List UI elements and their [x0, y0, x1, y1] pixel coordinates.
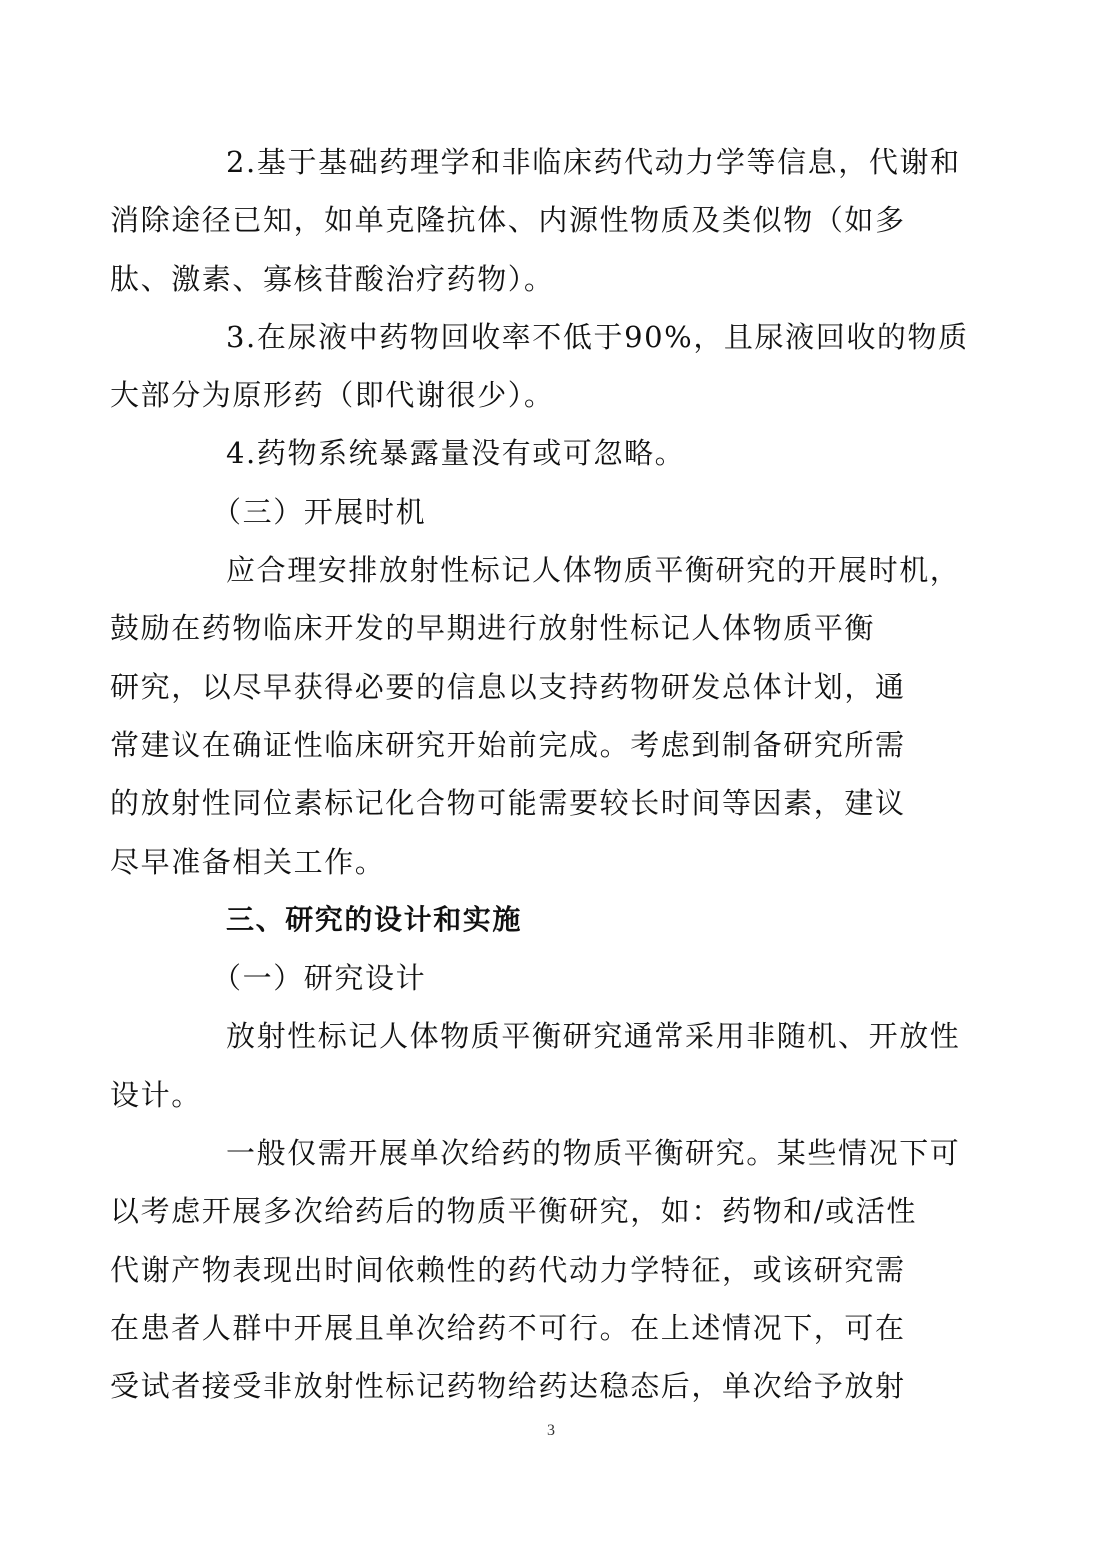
text-line: 受试者接受非放射性标记药物给药达稳态后，单次给予放射 — [110, 1369, 906, 1404]
page-body — [110, 133, 969, 1416]
section-subheading-timing — [168, 483, 936, 541]
text-line: （一）研究设计 — [212, 961, 427, 996]
paragraph-dosing — [110, 1124, 961, 1415]
text-line: 一般仅需开展单次给药的物质平衡研究。某些情况下可 — [226, 1136, 961, 1171]
page-number: 3 — [547, 1422, 555, 1439]
text-line: 4.药物系统暴露量没有或可忽略。 — [226, 436, 686, 471]
text-line: 代谢产物表现出时间依赖性的药代动力学特征，或该研究需 — [110, 1252, 906, 1287]
text-line: 肽、激素、寡核苷酸治疗药物）。 — [110, 261, 555, 296]
paragraph-design — [110, 1007, 961, 1124]
text-line: 研究，以尽早获得必要的信息以支持药物研发总体计划，通 — [110, 669, 906, 704]
text-line: 消除途径已知，如单克隆抗体、内源性物质及类似物（如多 — [110, 203, 906, 238]
paragraph-item-3 — [110, 308, 969, 425]
text-line: 大部分为原形药（即代谢很少）。 — [110, 378, 555, 413]
text-line: 的放射性同位素标记化合物可能需要较长时间等因素，建议 — [110, 786, 906, 821]
text-line: （三）开展时机 — [212, 494, 427, 529]
paragraph-timing — [110, 541, 961, 891]
text-line: 放射性标记人体物质平衡研究通常采用非随机、开放性 — [226, 1019, 961, 1054]
text-line: 尽早准备相关工作。 — [110, 844, 386, 879]
text-line: 三、研究的设计和实施 — [226, 902, 523, 936]
text-line: 设计。 — [110, 1077, 202, 1112]
section-subheading-study-design — [168, 949, 936, 1007]
text-line: 常建议在确证性临床研究开始前完成。考虑到制备研究所需 — [110, 727, 906, 762]
text-line: 以考虑开展多次给药后的物质平衡研究，如：药物和/或活性 — [110, 1194, 917, 1229]
text-line: 鼓励在药物临床开发的早期进行放射性标记人体物质平衡 — [110, 611, 876, 646]
paragraph-item-4 — [168, 424, 936, 482]
text-line: 3.在尿液中药物回收率不低于90%，且尿液回收的物质 — [226, 319, 969, 354]
paragraph-item-2 — [110, 133, 961, 308]
text-line: 2.基于基础药理学和非临床药代动力学等信息，代谢和 — [226, 145, 961, 179]
text-line: 应合理安排放射性标记人体物质平衡研究的开展时机， — [226, 553, 961, 588]
section-heading-design — [168, 891, 936, 949]
text-line: 在患者人群中开展且单次给药不可行。在上述情况下，可在 — [110, 1310, 906, 1345]
